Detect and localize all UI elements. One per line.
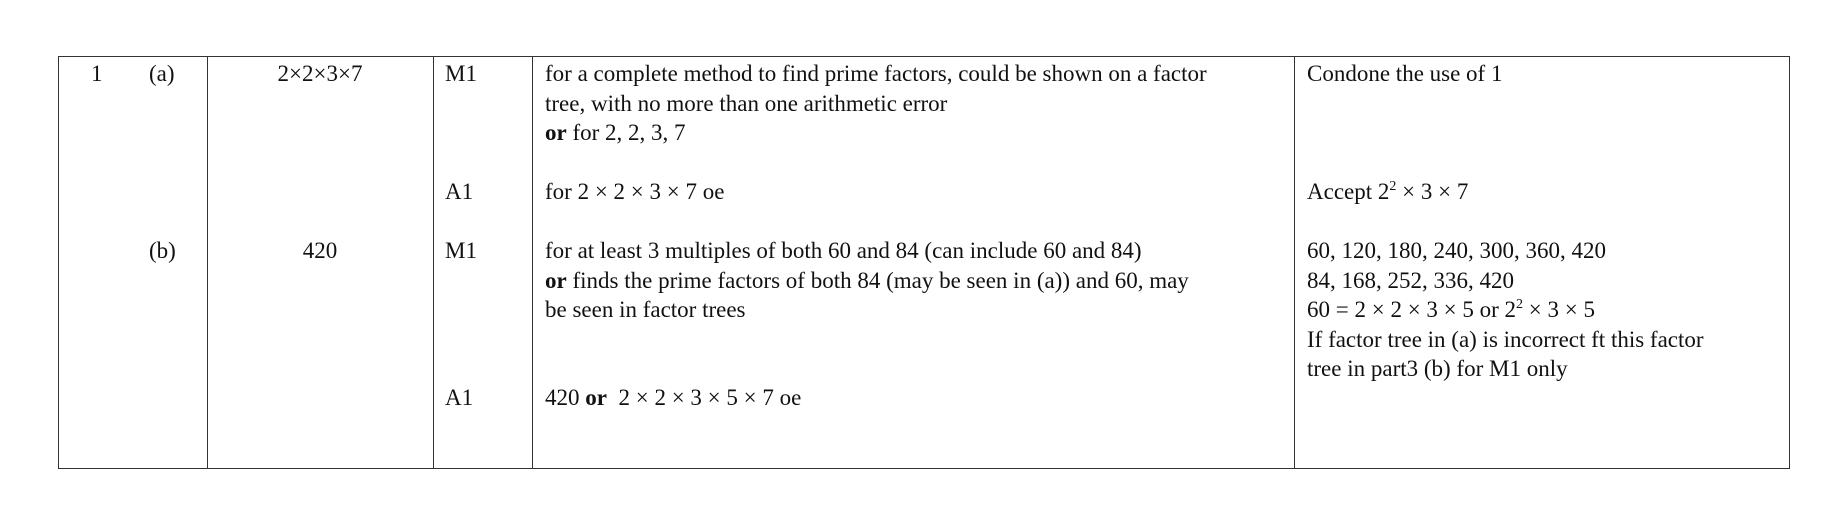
additional-guidance (1307, 59, 1502, 89)
guidance-text: for 2, 2, 3, 7 (566, 120, 686, 145)
note-line: tree in part3 (b) for M1 only (1307, 356, 1568, 381)
mark-guidance (545, 59, 1207, 148)
mark-code: M1 (445, 238, 477, 263)
part-label-b: (b) (149, 238, 176, 263)
superscript: 2 (1389, 179, 1397, 194)
note-line: 60 = 2 × 2 × 3 × 5 or $2^2 \times 3 \times 5$ (1307, 297, 1595, 322)
note-line: Accept $2^2 \times 3 \times 7$ (1307, 179, 1469, 204)
part-label-a: (a) (149, 61, 175, 86)
mark-guidance (545, 236, 1189, 325)
note-line: 84, 168, 252, 336, 420 (1307, 267, 1514, 293)
mark-code: M1 (445, 61, 477, 86)
superscript: 2 (1516, 297, 1524, 312)
guidance-line: tree, with no more than one arithmetic error (545, 90, 948, 116)
mark-code: A1 (445, 385, 474, 410)
additional-guidance (1307, 236, 1704, 384)
note-line: Condone the use of 1 (1307, 61, 1503, 86)
mark-scheme-table (58, 56, 1790, 469)
bold-or: or (545, 267, 567, 293)
mark-guidance (545, 177, 724, 207)
guidance-line: be seen in factor trees (545, 297, 746, 322)
note-line: 60, 120, 180, 240, 300, 360, 420 (1307, 238, 1606, 263)
guidance-text: 2 × 2 × 3 × 5 × 7 oe (606, 385, 802, 410)
bold-or: or (585, 385, 607, 410)
bold-or: or (545, 120, 567, 145)
column-divider (1294, 57, 1295, 468)
guidance-line: 420 or 2 × 2 × 3 × 5 × 7 oe (545, 385, 802, 410)
question-number: 1 (91, 61, 103, 86)
guidance-line (545, 266, 1189, 296)
mark-code: A1 (445, 179, 474, 204)
guidance-line: for at least 3 multiples of both 60 and 84 (can include 60 and 84) (545, 238, 1142, 263)
column-divider (532, 57, 533, 468)
mark-guidance (545, 383, 801, 413)
guidance-text: finds the prime factors of both 84 (may be seen in (a)) and 60, may (566, 267, 1189, 293)
guidance-line (545, 118, 1207, 148)
answer-a: 2×2×3×7 (277, 61, 363, 86)
additional-guidance (1307, 177, 1468, 207)
note-line: If factor tree in (a) is incorrect ft this factor (1307, 326, 1704, 352)
answer-b: 420 (302, 238, 338, 263)
column-divider (433, 57, 434, 468)
guidance-line: for 2 × 2 × 3 × 7 oe (545, 179, 725, 204)
guidance-line: for a complete method to find prime factors, could be shown on a factor (545, 61, 1207, 86)
